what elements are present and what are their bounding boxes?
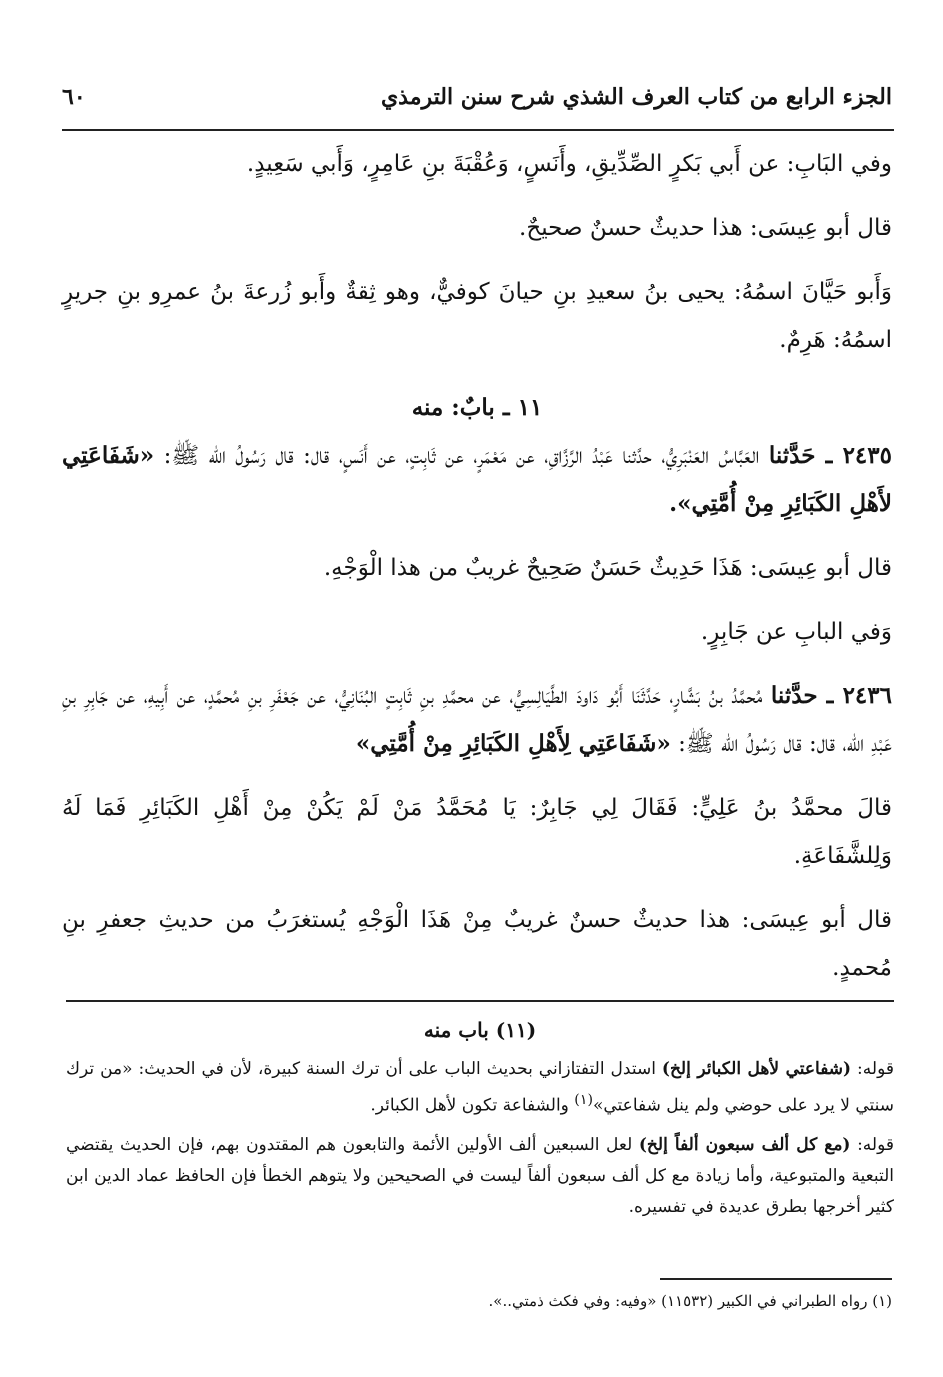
hadith-2436-chain: مُحمَّدُ بنُ بَشَّارٍ، حَدَّثَنَا أَبُو دَاودَ الطَّيَالِسِيُّ، عن محمَّدِ بنِ ثَابِتٍ البُنَانِيُّ، عن جَعْفَرِ بنِ مُحمَّدٍ، عن أَبِيهِ، عن جَابِرِ بنِ عَبْدِ الله، قال: قال رَسُولُ الله ﷺ: (62, 683, 892, 757)
commentary-rule (66, 1000, 894, 1002)
paragraph-grading-2: قال أبو عِيسَى: هَذَا حَدِيثٌ حَسَنٌ صَحِيحٌ غريبٌ من هذا الْوَجْهِ. (323, 555, 892, 581)
commentary-heading: (١١) باب منه (423, 1018, 537, 1042)
note-2-text: لعل السبعين ألف الأولين الأئمة والتابعون هم المقتدون بهم، فإن الحديث يقتضي التبعية والمتبوعية، وأما زيادة مع كل ألف سبعون ألفاً ليست في الصحيحين ولا يتوهم الخطأ فإن الحافظ عماد الدين ابن كثير أخرجها بطرق عديدة في تفسيره. (66, 1134, 894, 1217)
hadith-2435-matn: «شَفَاعَتِي لأَهْلِ الكَبَائِرِ مِنْ أُمَّتِي». (62, 442, 892, 517)
note-1-quote: (شفاعتي لأهل الكبائر إلخ) (661, 1059, 852, 1079)
hadith-2435-number: ٢٤٣٥ ـ حَدَّثنا (768, 442, 892, 469)
header-rule (62, 129, 894, 131)
page-header (62, 84, 892, 120)
hadith-2436-matn: «شَفَاعَتِي لِأَهْلِ الكَبَائِرِ مِنْ أُمَّتِي» (355, 730, 671, 757)
paragraph-chapter-refs: وفي البَابِ: عن أَبي بَكرٍ الصِّدِّيقِ، وأَنَسٍ، وَعُقْبَةَ بنِ عَامِرٍ، وَأَبي سَعِيدٍ. (246, 151, 892, 177)
footnote-ref[interactable]: (١) (574, 1092, 593, 1108)
hadith-2435-chain: العَبَّاسُ العَنْبَرِيُّ، حدَّثنا عَبْدُ الرَّزَّاقِ، عن مَعْمَرٍ، عن ثَابِتٍ، عن أَنَسٍ، قال: قال رَسُولُ الله ﷺ: (154, 443, 769, 469)
hadith-2436-number: ٢٤٣٦ ـ حدَّثنا (770, 682, 892, 709)
paragraph-grading-3: قال أبو عِيسَى: هذا حديثٌ حسنٌ غريبٌ مِنْ هَذَا الْوَجْهِ يُستغرَبُ من حديثِ جعفرِ بنِ مُحمدٍ. (62, 907, 892, 981)
paragraph-chapter-jabir: وَفي البابِ عن جَابِرٍ. (700, 619, 892, 645)
commentary-note-1 (66, 1054, 894, 1122)
page-number: ٦٠ (62, 84, 86, 110)
chapter-heading: ١١ ـ بابٌ: منه (411, 394, 543, 421)
running-title: الجزء الرابع من كتاب العرف الشذي شرح سنن الترمذي (380, 84, 892, 110)
note-1-tail: والشفاعة تكون لأهل الكبائر. (370, 1095, 575, 1116)
paragraph-grading-1: قال أبو عِيسَى: هذا حديثٌ حسنٌ صحيحٌ. (519, 215, 892, 241)
commentary-section (66, 1012, 894, 1223)
note-1-text: استدل التفتازاني بحديث الباب على أن ترك السنة كبيرة، لأن في الحديث: «من ترك سنتي لا يرد على حوضي ولم ينل شفاعتي» (66, 1059, 894, 1116)
hadith-2436 (62, 672, 892, 768)
footnote-rule (660, 1278, 892, 1280)
footnote: (١) رواه الطبراني في الكبير (١١٥٣٢) «وفيه: وفي فكث ذمتي..». (488, 1292, 892, 1310)
note-2-lead: قوله: (850, 1134, 894, 1155)
main-text (62, 140, 892, 992)
commentary-note-2 (66, 1130, 894, 1223)
paragraph-muhammad-ibn-ali: قالَ محمَّدُ بنُ عَلِيٍّ: فَقَالَ لِي جَابِرٌ: يَا مُحَمَّدُ مَنْ لَمْ يَكُنْ مِنْ أَهْلِ الكَبَائِرِ فَمَا لَهُ وَلِلشَّفَاعَةِ. (62, 795, 892, 869)
hadith-2435 (62, 432, 892, 528)
note-2-quote: (مع كل ألف سبعون ألفاً إلخ) (638, 1134, 851, 1155)
paragraph-narrator-names: وَأَبو حَيَّانَ اسمُهُ: يحيى بنُ سعيدِ بنِ حيانَ كوفيٌّ، وهو ثِقةٌ وأَبو زُرعةَ بنُ عمرِو بنِ جريرٍ اسمُهُ: هَرِمٌ. (62, 279, 892, 353)
note-1-lead: قوله: (851, 1059, 894, 1079)
